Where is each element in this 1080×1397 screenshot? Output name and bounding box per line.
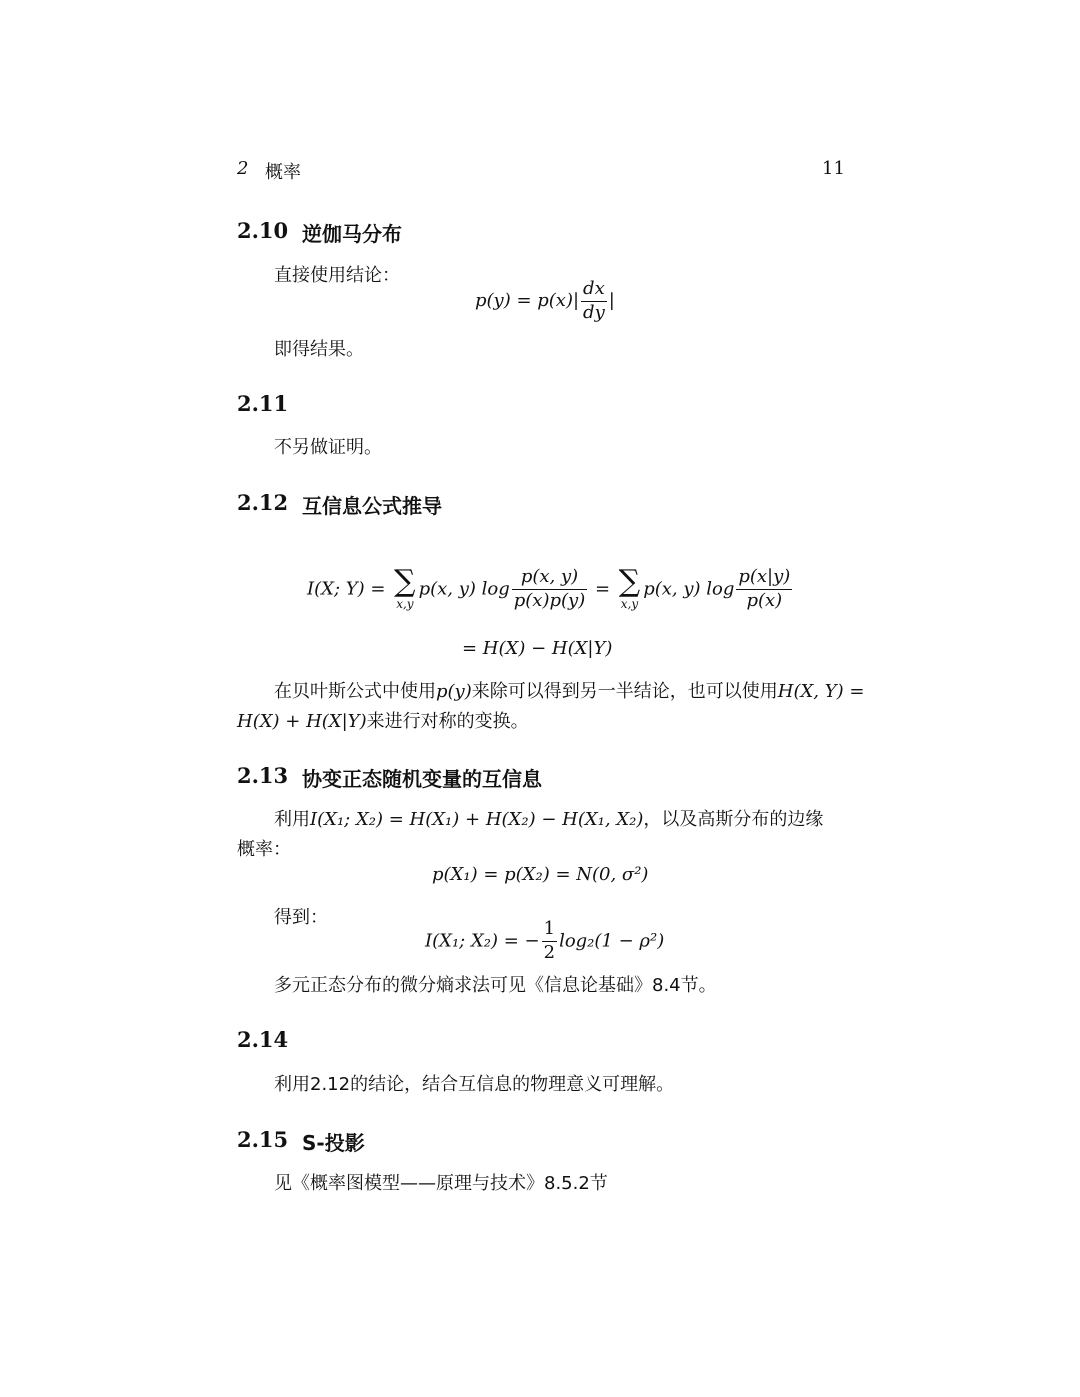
sum-index: x,y — [396, 597, 414, 611]
fraction — [581, 278, 607, 324]
paragraph-continuation: 概率： — [237, 839, 291, 860]
fraction-denominator: p(x)p(y) — [513, 589, 586, 611]
paragraph — [274, 805, 823, 831]
section-number-2-12: 2.12 — [237, 490, 289, 515]
text: ，以及高斯分布的边缘 — [643, 809, 824, 830]
equation-text: p(x, y) log — [418, 578, 510, 600]
section-number-2-14: 2.14 — [237, 1027, 289, 1052]
chapter-number: 2 — [237, 158, 249, 179]
equation-text: p(y) = p(x)| — [475, 290, 580, 311]
section-number-2-11: 2.11 — [237, 391, 289, 416]
fraction — [542, 918, 557, 964]
fraction-numerator: 1 — [542, 918, 557, 942]
paragraph — [274, 677, 864, 703]
page-number: 11 — [822, 158, 845, 179]
section-title-2-13: 协变正态随机变量的互信息 — [302, 767, 542, 791]
sum-symbol: ∑ — [394, 564, 416, 599]
text: 利用 — [274, 809, 310, 830]
math-inline: p(y) — [436, 681, 472, 702]
fraction-numerator: p(x, y) — [512, 566, 587, 590]
paragraph: 即得结果。 — [274, 339, 364, 360]
equation-entropy-form: = H(X) − H(X|Y) — [462, 638, 613, 659]
equation-text: | — [608, 290, 615, 311]
math-inline: H(X, Y) = — [777, 681, 865, 702]
paragraph: 直接使用结论： — [274, 265, 400, 286]
equation-change-of-variables — [475, 278, 615, 324]
text: 在贝叶斯公式中使用 — [274, 681, 436, 702]
equation-text: I(X₁; X₂) = − — [425, 930, 540, 952]
paragraph: 多元正态分布的微分熵求法可见《信息论基础》8.4节。 — [274, 975, 717, 996]
section-number-2-15: 2.15 — [237, 1127, 289, 1152]
equation-text: p(x, y) log — [643, 578, 735, 600]
paragraph: 得到： — [274, 907, 328, 928]
math-inline: H(X) + H(X|Y) — [237, 711, 367, 732]
section-title-2-15: S-投影 — [302, 1131, 365, 1155]
section-number-2-13: 2.13 — [237, 763, 289, 788]
chapter-title: 概率 — [265, 162, 301, 183]
summation — [618, 564, 641, 611]
sum-index: x,y — [620, 597, 639, 611]
equation-text: I(X; Y) = — [307, 578, 392, 600]
equation-marginals: p(X₁) = p(X₂) = N(0, σ²) — [432, 864, 649, 885]
fraction-numerator: dx — [581, 278, 607, 302]
math-inline: I(X₁; X₂) = H(X₁) + H(X₂) − H(X₁, X₂) — [310, 809, 644, 830]
paragraph: 利用2.12的结论，结合互信息的物理意义可理解。 — [274, 1074, 675, 1095]
fraction-denominator: dy — [583, 301, 605, 323]
equation-text: = — [589, 578, 616, 600]
paragraph: 见《概率图模型——原理与技术》8.5.2节 — [274, 1173, 608, 1194]
summation — [394, 564, 416, 611]
fraction-denominator: p(x) — [746, 589, 783, 611]
section-number-2-10: 2.10 — [237, 218, 289, 243]
sum-symbol: ∑ — [618, 564, 641, 599]
equation-gaussian-mi — [425, 918, 664, 964]
section-title-2-12: 互信息公式推导 — [302, 494, 442, 518]
paragraph: 不另做证明。 — [274, 437, 382, 458]
equation-text: log₂(1 − ρ²) — [559, 930, 665, 952]
fraction-numerator: p(x|y) — [736, 566, 792, 590]
section-title-2-10: 逆伽马分布 — [302, 222, 402, 246]
equation-mutual-information — [307, 566, 794, 612]
text: 来除可以得到另一半结论，也可以使用 — [471, 681, 778, 702]
fraction-denominator: 2 — [543, 941, 556, 963]
fraction — [512, 566, 587, 612]
paragraph-continuation — [237, 707, 529, 733]
text: 来进行对称的变换。 — [366, 711, 529, 732]
fraction — [736, 566, 792, 612]
